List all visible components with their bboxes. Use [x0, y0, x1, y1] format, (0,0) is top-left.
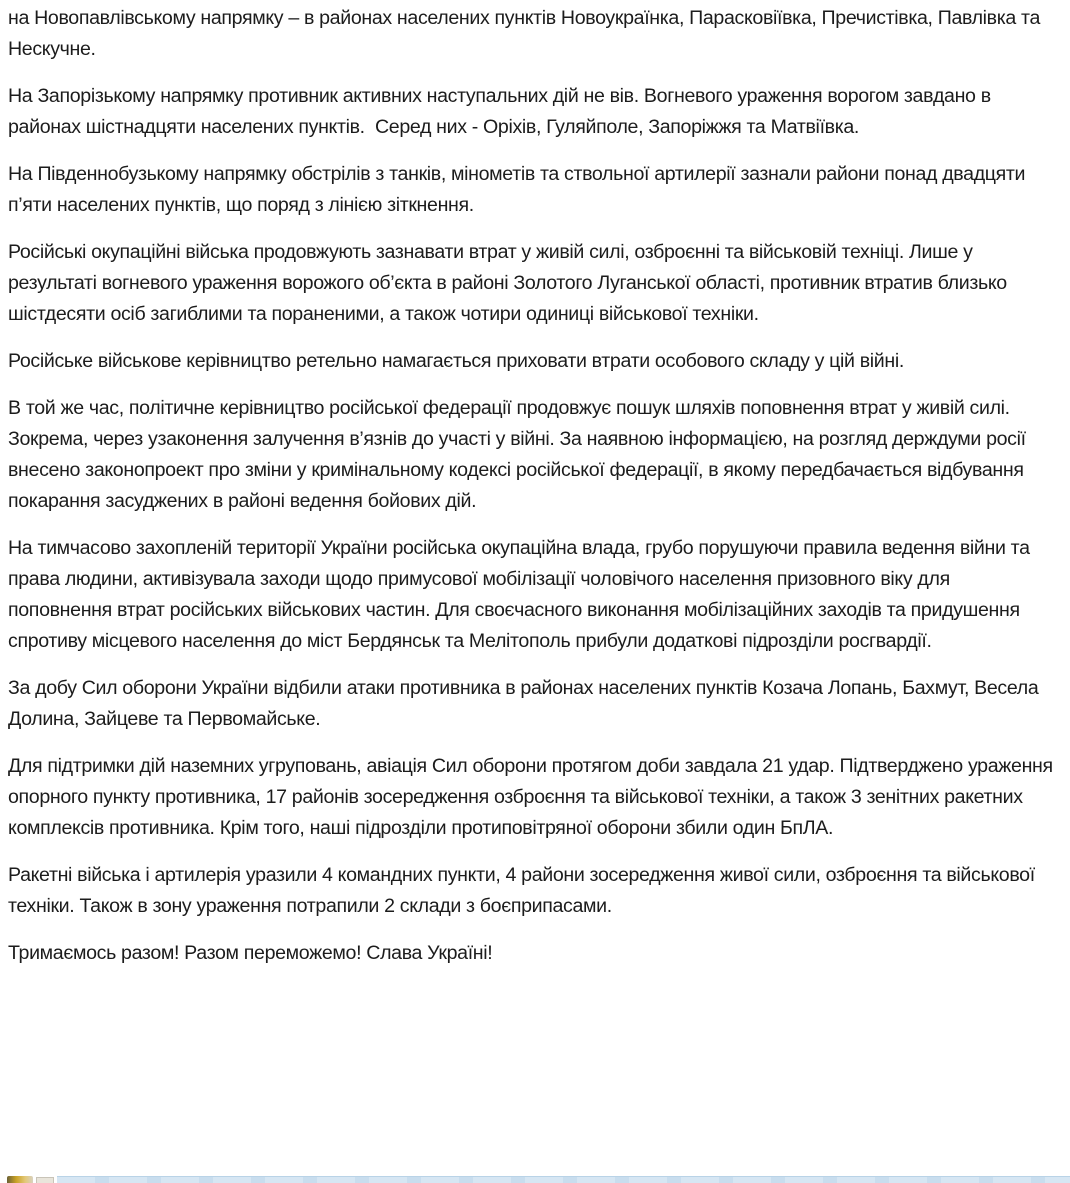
- paragraph-pivdennobuzky-direction: На Південнобузькому напрямку обстрілів з танків, мінометів та ствольної артилерії зазнали райони понад двадцяти п’яти населених пунктів, що поряд з лінією зіткнення.: [8, 163, 1031, 216]
- paragraph-missile-artillery-strikes: Ракетні війська і артилерія уразили 4 командних пункти, 4 райони зосередження живої сили, озброєння та військової техніки. Також в зону ураження потрапили 2 склади з боєприпасами.: [8, 864, 1040, 917]
- paragraph-prisoner-recruitment: В той же час, політичне керівництво російської федерації продовжує пошук шляхів поповнення втрат у живій силі. Зокрема, через узаконення залучення в’язнів до участі у війні. За наявною інформацією, на розгляд держдуми росії внесено законопроект про зміни у кримінальному кодексі російської федерації, в якому передбачається відбування покарання засуджених в районі ведення бойових дій.: [8, 397, 1031, 512]
- paragraph-zaporizhzhia-direction: На Запорізькому напрямку противник активних наступальних дій не вів. Вогневого ураження ворогом завдано в районах шістнадцяти населених пунктів. Серед них - Оріхів, Гуляйполе, Запоріжжя та Матвіївка.: [8, 85, 996, 138]
- situation-report-text: [8, 3, 1058, 969]
- taskbar-app-icon[interactable]: [7, 1176, 33, 1183]
- paragraph-enemy-losses: Російські окупаційні війська продовжують зазнавати втрат у живій силі, озброєнні та військовій техніці. Лише у результаті вогневого ураження ворожого об’єкта в районі Золотого Луганської області, противник втратив близько шістдесяти осіб загиблими та пораненими, а також чотири одиниці військової техніки.: [8, 241, 1012, 325]
- paragraph-repelled-attacks: За добу Сил оборони України відбили атаки противника в районах населених пунктів Козача Лопань, Бахмут, Весела Долина, Зайцеве та Первомайське.: [8, 677, 1044, 730]
- paragraph-hiding-losses: Російське військове керівництво ретельно намагається приховати втрати особового складу у цій війні.: [8, 350, 904, 372]
- window-edge-strip: [57, 1176, 1070, 1183]
- paragraph-closing-slogan: Тримаємось разом! Разом переможемо! Слава Україні!: [8, 942, 493, 964]
- bottom-window-edge: [0, 1175, 1070, 1183]
- paragraph-aviation-strikes: Для підтримки дій наземних угруповань, авіація Сил оборони протягом доби завдала 21 удар. Підтверджено ураження опорного пункту противника, 17 районів зосередження озброєння та військової техніки, а також 3 зенітних ракетних комплексів противника. Крім того, наші підрозділи протиповітряної оборони збили один БпЛА.: [8, 755, 1058, 839]
- taskbar-app-icon-tile: [36, 1177, 54, 1183]
- paragraph-forced-mobilization: На тимчасово захопленій території України російська окупаційна влада, грубо порушуючи правила ведення війни та права людини, активізувала заходи щодо примусової мобілізації чоловічого населення призовного віку для поповнення втрат російських військових частин. Для своєчасного виконання мобілізаційних заходів та придушення спротиву місцевого населення до міст Бердянськ та Мелітополь прибули додаткові підрозділи росгвардії.: [8, 537, 1035, 652]
- paragraph-novopavlivsk-direction: на Новопавлівському напрямку – в районах населених пунктів Новоукраїнка, Парасковіївка, Пречистівка, Павлівка та Нескучне.: [8, 7, 1046, 60]
